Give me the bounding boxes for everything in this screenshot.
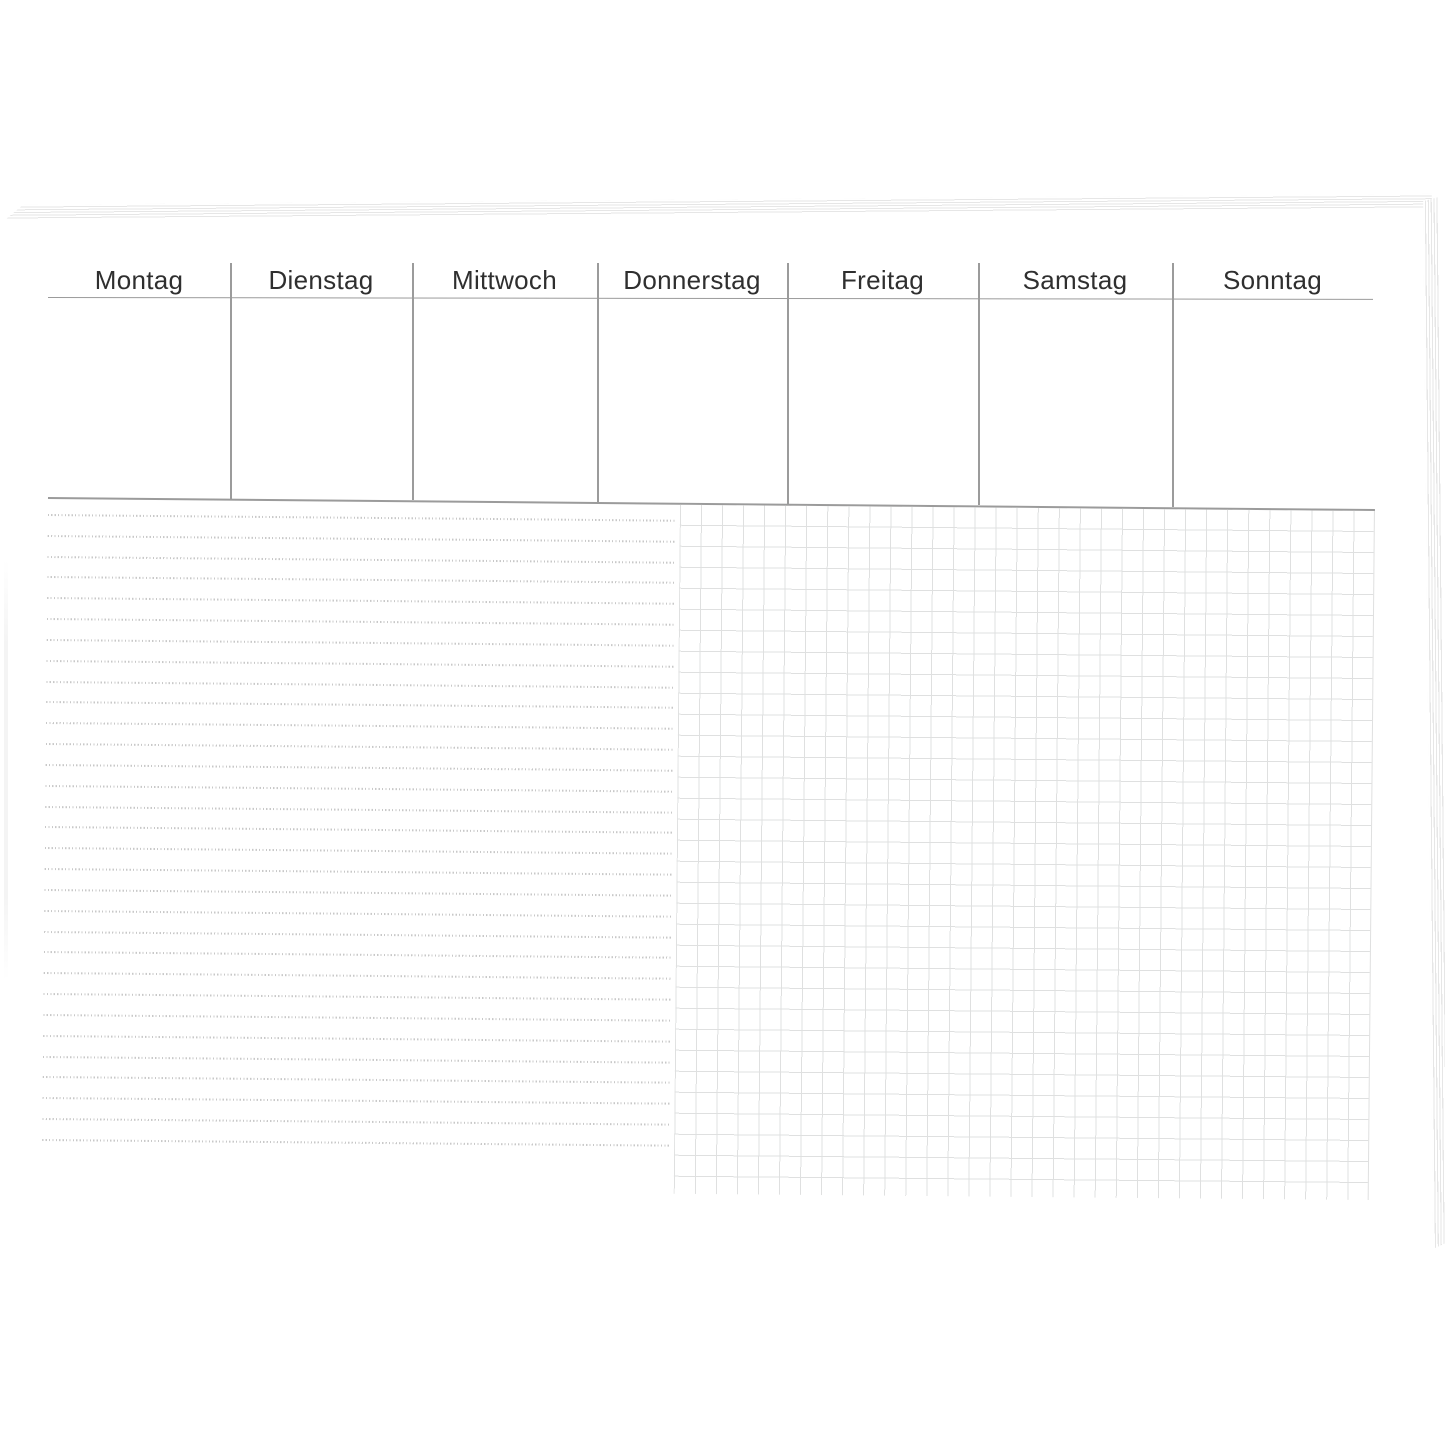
dotted-rule-line [44,889,672,897]
dotted-rule-line [46,764,674,772]
dotted-rule-line [47,618,675,626]
dotted-rule-line [47,639,675,647]
day-header-dienstag: Dienstag [268,264,374,295]
day-header-samstag: Samstag [1022,264,1128,295]
day-header-sonntag: Sonntag [1223,264,1322,295]
dotted-rule-line [42,1118,670,1126]
day-column-divider [787,263,789,504]
dotted-rule-line [43,1076,671,1084]
day-column-divider [597,263,599,502]
dotted-rule-line [45,785,673,793]
paper-left-edge-shadow [4,560,8,980]
dotted-rule-line [43,993,671,1001]
dotted-rule-line [43,1097,671,1105]
dotted-rule-line [44,972,672,980]
day-header-montag: Montag [94,264,184,295]
dotted-rule-line [46,722,674,730]
dotted-rule-line [43,1014,671,1022]
day-header-mittwoch: Mittwoch [452,264,557,295]
paper-stack-right-edge [1423,197,1445,1249]
dotted-notes-section [42,499,676,1165]
day-column-divider [412,263,414,500]
dotted-rule-line [43,1035,671,1043]
paper-stack-top-edge [6,194,1432,219]
dotted-rule-line [47,660,675,668]
day-column-divider [230,263,232,499]
day-header-row [48,262,1373,298]
dotted-rule-line [44,951,672,959]
dotted-rule-line [48,535,676,543]
day-header-freitag: Freitag [840,264,925,295]
notes-area [42,497,1375,1223]
dotted-rule-line [46,743,674,751]
dotted-rule-line [47,556,675,564]
squared-grid-notes-section [674,505,1375,1200]
dotted-rule-line [43,1056,671,1064]
dotted-rule-line [47,576,675,584]
dotted-rule-line [45,806,673,814]
dotted-rule-line [48,514,676,522]
day-column-divider [978,263,980,505]
dotted-rule-line [46,701,674,709]
dotted-rule-line [45,868,673,876]
dotted-rule-line [47,597,675,605]
dotted-rule-line [44,931,672,939]
dotted-rule-line [42,1139,670,1147]
dotted-rule-line [45,847,673,855]
dotted-rule-line [46,681,674,689]
dotted-rule-line [45,826,673,834]
day-header-donnerstag: Donnerstag [623,264,761,295]
day-column-divider [1172,263,1174,507]
dotted-rule-line [44,910,672,918]
